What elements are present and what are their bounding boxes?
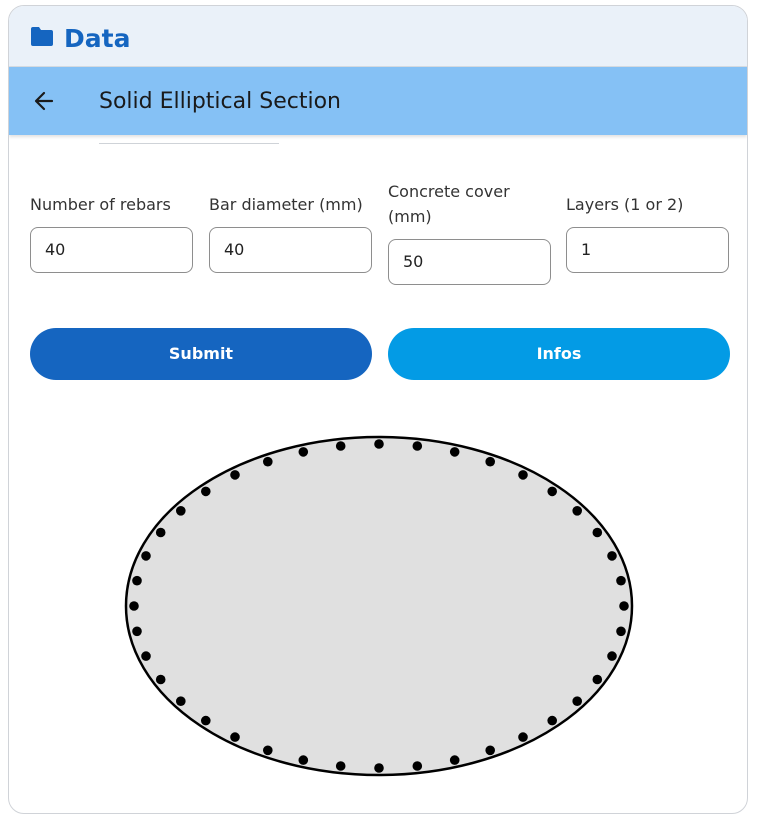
submit-button[interactable]: Submit	[30, 328, 372, 380]
rebar-dot	[593, 675, 603, 685]
page-title: Data	[64, 24, 131, 53]
rebar-dot	[299, 755, 309, 765]
rebar-dot	[141, 651, 151, 661]
rebar-dot	[176, 506, 186, 516]
rebar-dot	[485, 746, 495, 756]
rebar-dot	[518, 470, 528, 480]
rebar-dot	[336, 441, 346, 451]
concrete-section	[126, 437, 632, 775]
app-card	[8, 5, 748, 814]
rebar-dot	[132, 576, 142, 586]
section-title: Solid Elliptical Section	[99, 89, 341, 114]
concrete-cover-label: Concrete cover	[388, 182, 510, 201]
rebar-dot	[129, 601, 139, 611]
rebar-dot	[156, 528, 166, 538]
rebar-dot	[263, 746, 273, 756]
rebar-dot	[336, 761, 346, 771]
layers-input[interactable]: 1	[566, 227, 729, 273]
rebar-dot	[141, 551, 151, 561]
bar-diameter-label: Bar diameter (mm)	[209, 195, 363, 214]
rebar-dot	[616, 576, 626, 586]
rebar-dot	[450, 755, 460, 765]
rebar-dot	[230, 732, 240, 742]
rebar-count-input[interactable]: 40	[30, 227, 193, 273]
rebar-dot	[374, 763, 384, 773]
rebar-dot	[518, 732, 528, 742]
concrete-cover-label-unit: (mm)	[388, 207, 432, 226]
rebar-dot	[263, 457, 273, 467]
bar-diameter-input[interactable]: 40	[209, 227, 372, 273]
rebar-dot	[450, 447, 460, 457]
rebar-dot	[547, 487, 557, 497]
rebar-dot	[201, 487, 211, 497]
rebar-dot	[607, 551, 617, 561]
rebar-dot	[572, 506, 582, 516]
rebar-dot	[616, 627, 626, 637]
rebar-dot	[485, 457, 495, 467]
rebar-count-label: Number of rebars	[30, 195, 171, 214]
rebar-dot	[619, 601, 629, 611]
layers-label: Layers (1 or 2)	[566, 195, 684, 214]
rebar-dot	[413, 761, 423, 771]
rebar-dot	[572, 696, 582, 706]
rebar-dot	[176, 696, 186, 706]
rebar-dot	[547, 716, 557, 726]
rebar-dot	[607, 651, 617, 661]
infos-button[interactable]: Infos	[388, 328, 730, 380]
section-diagram	[9, 6, 748, 814]
rebar-dot	[201, 716, 211, 726]
rebar-dot	[413, 441, 423, 451]
rebar-dot	[156, 675, 166, 685]
rebar-dot	[374, 439, 384, 449]
rebar-dot	[132, 627, 142, 637]
rebar-dot	[299, 447, 309, 457]
rebar-dot	[230, 470, 240, 480]
rebar-dot	[593, 528, 603, 538]
concrete-cover-input[interactable]: 50	[388, 239, 551, 285]
